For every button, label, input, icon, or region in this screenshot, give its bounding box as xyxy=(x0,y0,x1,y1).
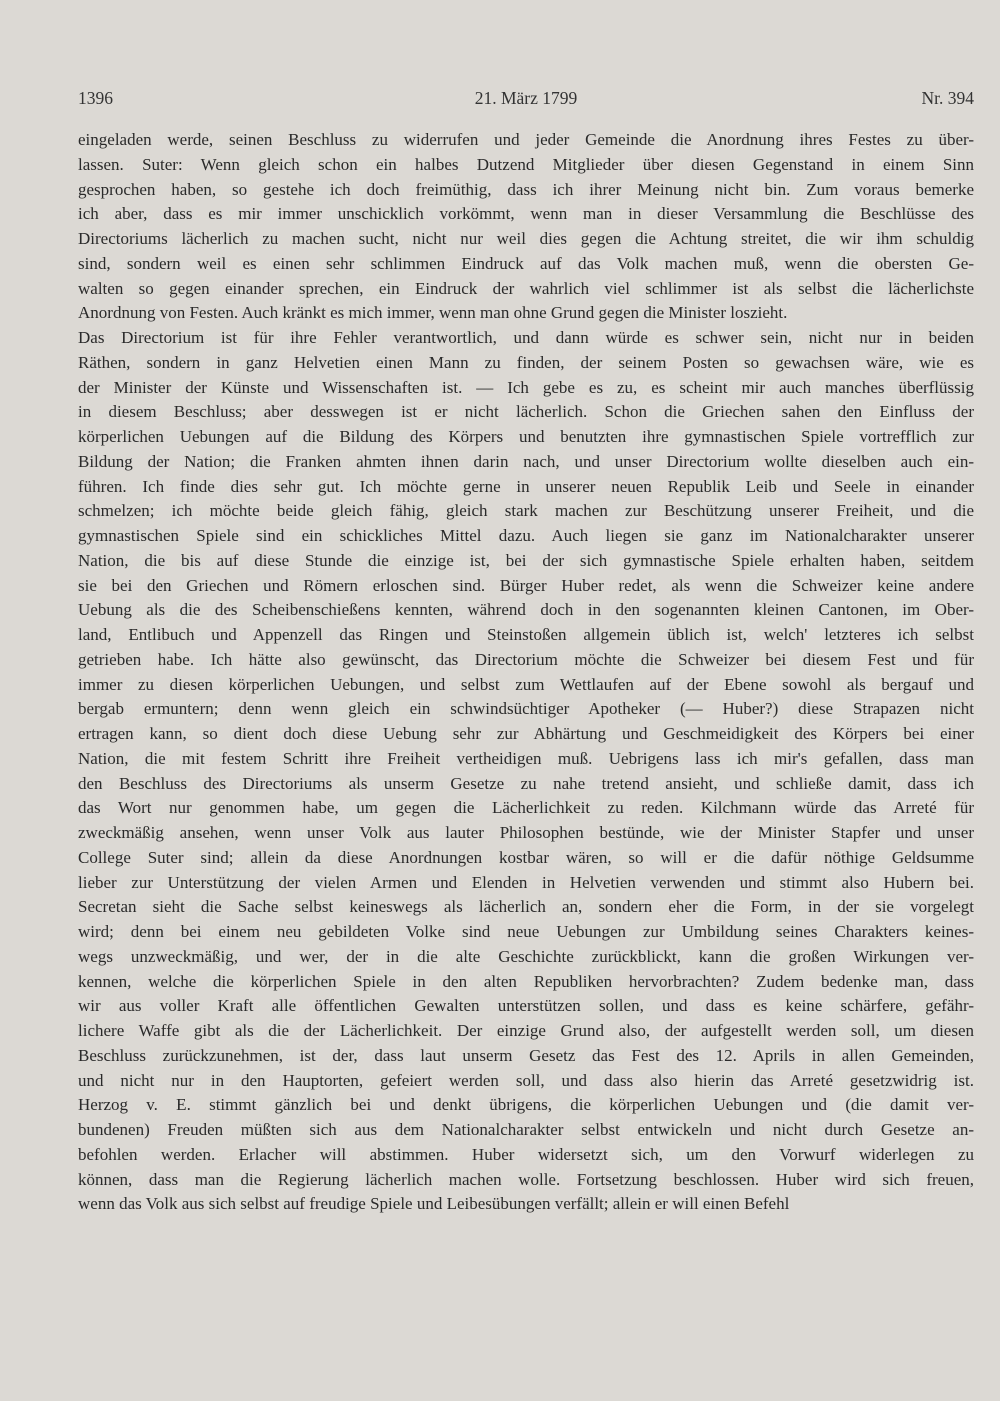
text-line: College Suter sind; allein da diese Anordnungen kostbar wären, so will er die dafür nöthige Geldsumme xyxy=(78,847,974,867)
text-line: land, Entlibuch und Appenzell das Ringen und Steinstoßen allgemein üblich ist, welch' letzteres ich selbst xyxy=(78,625,974,644)
text-line: der Minister der Künste und Wissenschaften ist. — Ich gebe es zu, es scheint mir auch manches überflüssig xyxy=(78,377,974,397)
text-line: ich aber, dass es mir immer unschicklich vorkömmt, wenn man in dieser Versammlung die Beschlüsse des xyxy=(78,204,974,224)
text-line: lichere Waffe gibt als die der Lächerlichkeit. Der einzige Grund also, der aufgestellt werden soll, um diesen xyxy=(78,1021,974,1040)
text-line: Herzog v. E. stimmt gänzlich bei und denkt übrigens, die körperlichen Uebungen und (die damit ver- xyxy=(78,1095,974,1115)
text-line: Nation, die mit festem Schritt ihre Freiheit vertheidigen muß. Uebrigens lass ich mir's gefallen, dass man xyxy=(78,748,974,768)
header-date: 21. März 1799 xyxy=(474,88,578,108)
text-line: Nation, die bis auf diese Stunde die einzige ist, bei der sich gymnastische Spiele erhalten haben, seitdem xyxy=(78,550,974,570)
text-line: eingeladen werde, seinen Beschluss zu widerrufen und jeder Gemeinde die Anordnung ihres Festes zu über- xyxy=(78,130,974,149)
text-line: zweckmäßig ansehen, wenn unser Volk aus lauter Philosophen bestünde, wie der Minister Stapfer und unser xyxy=(78,823,974,842)
text-line: können, dass man die Regierung lächerlich machen wolle. Fortsetzung beschlossen. Huber wird sich freuen, xyxy=(78,1169,974,1189)
text-line: führen. Ich finde dies sehr gut. Ich möchte gerne in unserer neuen Republik Leib und Seele in einander xyxy=(78,476,974,496)
text-line: den Beschluss des Directoriums als unserm Gesetze zu nahe tretend ansieht, und schließe damit, dass ich xyxy=(78,773,974,793)
text-line: gesprochen haben, so gestehe ich doch freimüthig, dass ich ihrer Meinung nicht bin. Zum voraus bemerke xyxy=(78,179,974,199)
text-line: Directoriums lächerlich zu machen sucht, nicht nur weil dies gegen die Achtung streitet, die wir ihm schuldig xyxy=(78,229,974,248)
text-line: getrieben habe. Ich hätte also gewünscht, das Directorium möchte die Schweizer bei diesem Fest und für xyxy=(78,649,974,669)
text-line: gymnastischen Spiele sind ein schickliches Mittel dazu. Auch liegen sie ganz im Nationalcharakter unserer xyxy=(78,526,974,545)
page-number: 1396 xyxy=(78,88,113,108)
text-line: kennen, welche die körperlichen Spiele in den alten Republiken hervorbrachten? Zudem bedenke man, dass xyxy=(78,971,974,991)
text-line: Räthen, sondern in ganz Helvetien einen Mann zu finden, der seinem Posten so gewachsen wäre, wie es xyxy=(78,352,974,372)
body-text xyxy=(78,128,974,1217)
text-line: Das Directorium ist für ihre Fehler verantwortlich, und dann würde es schwer sein, nicht nur in beiden xyxy=(78,328,974,347)
text-line: ertragen kann, so dient doch diese Uebung sehr zur Abhärtung und Geschmeidigkeit des Körpers bei einer xyxy=(78,724,974,743)
text-line: in diesem Beschluss; aber desswegen ist er nicht lächerlich. Schon die Griechen sahen den Einfluss der xyxy=(78,402,974,422)
text-line: befohlen werden. Erlacher will abstimmen. Huber widersetzt sich, um den Vorwurf widerlegen zu xyxy=(78,1144,974,1164)
text-line: und nicht nur in den Hauptorten, gefeiert werden soll, und dass also hierin das Arreté gesetzwidrig ist. xyxy=(78,1070,974,1090)
text-line: schmelzen; ich möchte beide gleich fähig, gleich stark machen zur Beschützung unserer Freiheit, und die xyxy=(78,501,974,521)
page-header xyxy=(78,88,974,114)
text-line: Uebung als die des Scheibenschießens kennten, während doch in den sogenannten kleinen Cantonen, im Ober- xyxy=(78,600,974,620)
text-line: bundenen) Freuden müßten sich aus dem Nationalcharakter selbst entwickeln und nicht durch Gesetze an- xyxy=(78,1120,974,1139)
text-line: walten so gegen einander sprechen, ein Eindruck der wahrlich viel schlimmer ist als selbst die lächerlichste xyxy=(78,278,974,298)
text-line: Secretan sieht die Sache selbst keineswegs als lächerlich an, sondern eher die Form, in der sie vorgelegt xyxy=(78,897,974,917)
text-line: sind, sondern weil es einen sehr schlimmen Eindruck auf das Volk machen muß, wenn die obersten Ge- xyxy=(78,253,974,273)
text-line: wenn das Volk aus sich selbst auf freudige Spiele und Leibesübungen verfällt; allein er will einen Befehl xyxy=(78,1194,790,1214)
text-line: wir aus voller Kraft alle öffentlichen Gewalten unterstützen sollen, und dass es keine schärfere, gefähr- xyxy=(78,996,974,1016)
text-line: wird; denn bei einem neu gebildeten Volke sind neue Uebungen zur Umbildung seines Charakters keines- xyxy=(78,922,974,941)
text-line: Bildung der Nation; die Franken ahmten ihnen darin nach, und unser Directorium wollte dieselben auch ein- xyxy=(78,451,974,471)
text-line: lassen. Suter: Wenn gleich schon ein halbes Dutzend Mitglieder über diesen Gegenstand in einem Sinn xyxy=(78,154,974,174)
text-line: das Wort nur genommen habe, um gegen die Lächerlichkeit zu reden. Kilchmann würde das Arreté für xyxy=(78,798,974,818)
text-line: wegs unzweckmäßig, und wer, der in die alte Geschichte zurückblickt, kann die großen Wirkungen ver- xyxy=(78,946,974,966)
text-line: sie bei den Griechen und Römern erloschen sind. Bürger Huber redet, als wenn die Schweizer keine andere xyxy=(78,575,974,595)
issue-number: Nr. 394 xyxy=(921,88,974,108)
text-line: körperlichen Uebungen auf die Bildung des Körpers und benutzten ihre gymnastischen Spiele vortrefflich zur xyxy=(78,427,974,446)
text-line: immer zu diesen körperlichen Uebungen, und selbst zum Wettlaufen auf der Ebene sowohl als bergauf und xyxy=(78,674,974,694)
text-line: lieber zur Unterstützung der vielen Armen und Elenden in Helvetien verwenden und stimmt also Hubern bei. xyxy=(78,872,974,892)
text-line: bergab ermuntern; denn wenn gleich ein schwindsüchtiger Apotheker (— Huber?) diese Strapazen nicht xyxy=(78,699,974,719)
text-line: Anordnung von Festen. Auch kränkt es mich immer, wenn man ohne Grund gegen die Minister loszieht. xyxy=(78,303,788,323)
text-line: Beschluss zurückzunehmen, ist der, dass laut unserm Gesetz das Fest des 12. Aprils in allen Gemeinden, xyxy=(78,1045,974,1065)
